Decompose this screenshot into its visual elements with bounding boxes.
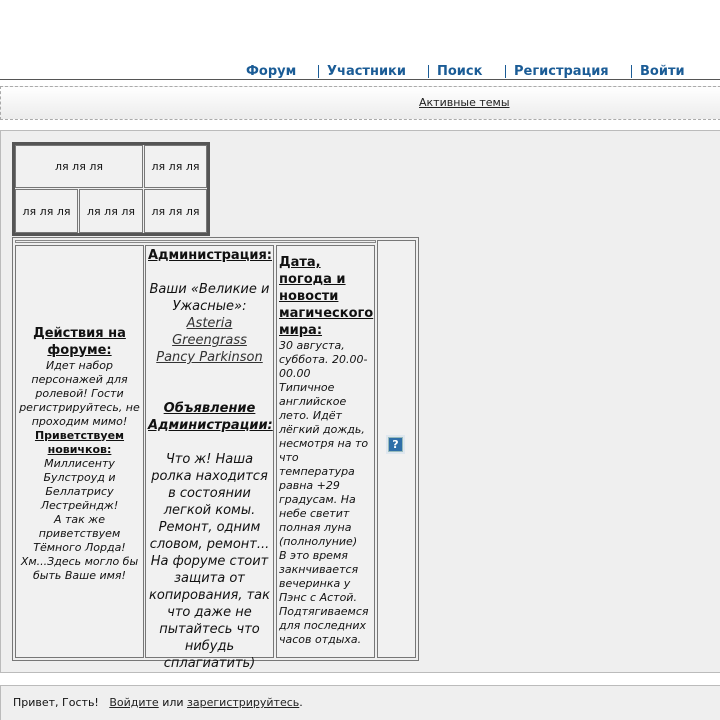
top-navigation — [0, 64, 720, 80]
administration-cell — [145, 245, 274, 671]
nav-register-link[interactable]: Регистрация — [514, 64, 609, 79]
active-topics-link[interactable]: Активные темы — [419, 96, 510, 109]
login-link[interactable]: Войдите — [109, 696, 159, 709]
nav-forum-link[interactable]: Форум — [246, 64, 297, 79]
guest-greeting — [13, 696, 303, 709]
nav-login-link[interactable]: Войти — [640, 64, 685, 79]
welcome-text: Миллисенту Булстроуд и Беллатрису Лестрейндж! — [40, 456, 119, 512]
nav-search-link[interactable]: Поиск — [437, 64, 483, 79]
date-weather-cell — [276, 245, 375, 658]
welcome-heading: Приветствуем новичков: — [34, 428, 125, 456]
footer-bar — [0, 685, 720, 720]
admin-intro: Ваши «Великие и Ужасные»: — [149, 282, 270, 314]
date-weather-heading: Дата, погода и новости магического мира: — [279, 255, 374, 338]
forum-actions-cell — [15, 245, 144, 658]
help-icon[interactable]: ? — [388, 437, 403, 452]
mini-cell-top-right: ля ля ля — [144, 145, 207, 188]
announcement-text: Что ж! Наша ролка находится в состоянии легкой комы. Ремонт, одним словом, ремонт... На форуме стоит защита от копирования, так что даже не пытайтесь что нибудь сплагиатить) — [148, 452, 270, 671]
admin-name-link[interactable]: Asteria Greengrass — [172, 316, 247, 348]
period-text: . — [299, 696, 303, 709]
nav-separator — [505, 65, 506, 78]
nav-members-link[interactable]: Участники — [327, 64, 406, 79]
date-text: 30 августа, суббота. 20.00-00.00 — [279, 339, 368, 380]
admin-name-link[interactable]: Pancy Parkinson — [156, 350, 263, 365]
news-text: В это время закнчивается вечеринка у Пэнс с Астой. Подтягиваемся для последних часов отдыха. — [279, 549, 369, 646]
forum-actions-heading: Действия на форуме: — [33, 325, 126, 358]
nav-separator — [428, 65, 429, 78]
recruit-text: Идет набор персонажей для ролевой! Гости регистрируйтесь, не проходим мимо! — [19, 358, 140, 428]
mini-cell-bottom-right: ля ля ля — [144, 189, 207, 233]
weather-text: Типичное английское лето. Идёт лёгкий дождь, несмотря на то что температура равна +29 градусам. На небе светит полная луна (полнолуние) — [279, 381, 369, 548]
admin-heading: Администрация: — [148, 248, 272, 263]
your-name-text: Хм...Здесь могло бы быть Ваше имя! — [20, 554, 139, 582]
or-text: или — [162, 696, 184, 709]
mini-cell-top-left: ля ля ля — [15, 145, 143, 188]
announcement-heading: Объявление Администрации: — [148, 401, 273, 433]
info-table-top-strip — [15, 240, 376, 243]
greeting-text: Привет, Гость! — [13, 696, 99, 709]
nav-separator — [318, 65, 319, 78]
nav-separator — [631, 65, 632, 78]
mini-cell-bottom-left: ля ля ля — [15, 189, 78, 233]
mini-cell-bottom-middle: ля ля ля — [79, 189, 143, 233]
register-link[interactable]: зарегистрируйтесь — [187, 696, 300, 709]
subnav-bar — [0, 86, 720, 120]
lord-text: А так же приветствуем Тёмного Лорда! — [33, 512, 126, 554]
